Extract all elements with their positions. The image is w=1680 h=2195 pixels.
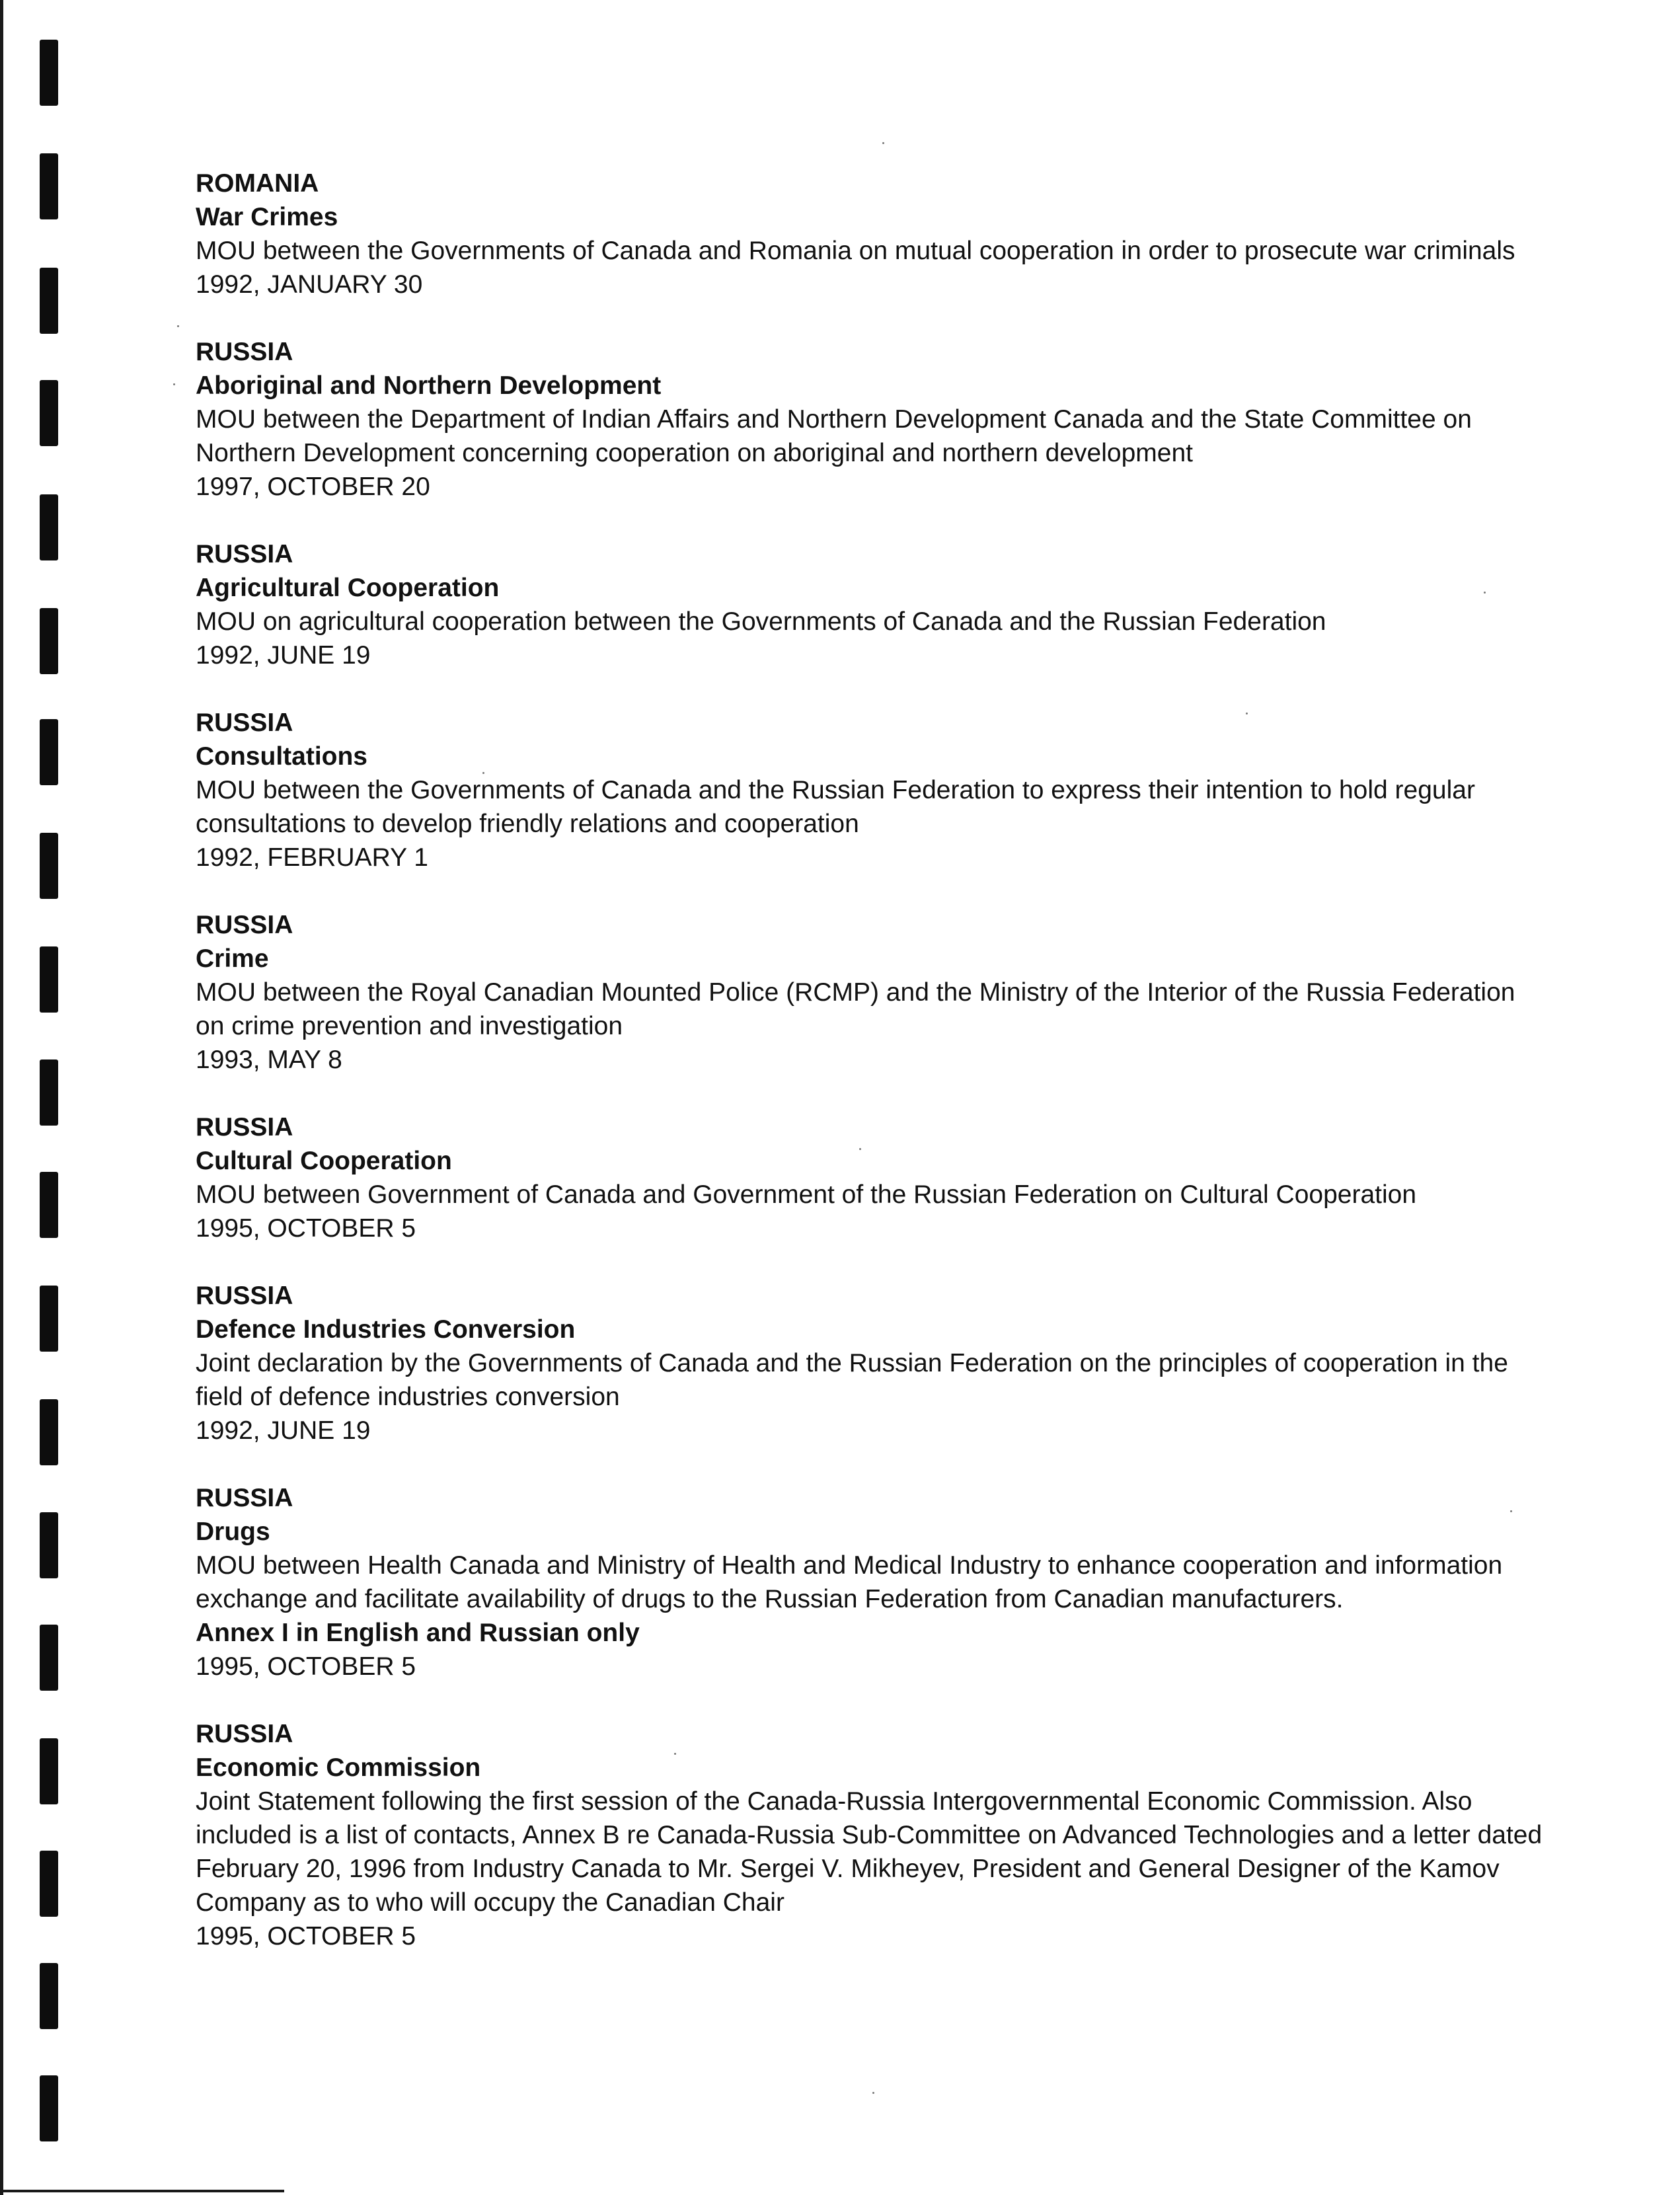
entry-description: MOU between the Governments of Canada and Romania on mutual cooperation in order to prosecute war criminals (196, 237, 1515, 265)
binder-mark (40, 719, 58, 785)
entry-date: 1993, MAY 8 (196, 1046, 342, 1074)
binder-mark (40, 268, 58, 334)
entry-description: Joint declaration by the Governments of Canada and the Russian Federation on the principles of cooperation in the field of defence industries conversion (196, 1349, 1508, 1411)
entry-subject: Economic Commission (196, 1753, 481, 1782)
binder-mark (40, 1963, 58, 2029)
scan-speck (173, 383, 175, 385)
entry-date: 1995, OCTOBER 5 (196, 1652, 416, 1681)
entry-russia-cultural (196, 1110, 1544, 1245)
entry-date: 1992, JUNE 19 (196, 1416, 371, 1445)
entry-description: MOU on agricultural cooperation between the Governments of Canada and the Russian Federation (196, 607, 1326, 636)
entry-russia-aboriginal (196, 335, 1544, 504)
entry-country: RUSSIA (196, 911, 293, 939)
entry-russia-drugs (196, 1481, 1544, 1683)
binder-mark (40, 833, 58, 899)
binder-mark (40, 1851, 58, 1917)
entry-subject: Cultural Cooperation (196, 1147, 452, 1175)
binder-mark (40, 1059, 58, 1126)
entry-subject: Crime (196, 944, 269, 973)
scan-speck (882, 142, 884, 144)
entry-description: MOU between Health Canada and Ministry of Health and Medical Industry to enhance cooperation and information exchange and facilitate availability of drugs to the Russian Federation from Canadian manufacturers. (196, 1551, 1503, 1613)
entry-date: 1995, OCTOBER 5 (196, 1922, 416, 1950)
entry-date: 1992, FEBRUARY 1 (196, 843, 428, 872)
entry-country: RUSSIA (196, 338, 293, 366)
entry-country: RUSSIA (196, 1720, 293, 1748)
entry-description: MOU between the Governments of Canada and the Russian Federation to express their intention to hold regular consultations to develop friendly relations and cooperation (196, 776, 1475, 838)
binder-mark (40, 380, 58, 446)
binder-mark (40, 608, 58, 674)
entry-description: MOU between Government of Canada and Government of the Russian Federation on Cultural Cooperation (196, 1180, 1417, 1209)
entry-russia-economic (196, 1717, 1544, 1953)
binder-mark (40, 1172, 58, 1238)
entry-description: Joint Statement following the first session of the Canada-Russia Intergovernmental Economic Commission. Also included is a list of contacts, Annex B re Canada-Russia Sub-Committee on Advanced Technologies and a letter dated February 20, 1996 from Industry Canada to Mr. Sergei V. Mikheyev, President and General Designer of the Kamov Company as to who will occupy the Canadian Chair (196, 1787, 1543, 1917)
entry-subject: Drugs (196, 1518, 270, 1546)
entry-date: 1992, JUNE 19 (196, 641, 371, 670)
entry-country: RUSSIA (196, 540, 293, 568)
binder-mark (40, 946, 58, 1013)
entry-russia-defence (196, 1279, 1544, 1447)
binder-mark (40, 494, 58, 560)
binder-mark (40, 1738, 58, 1804)
entry-description: MOU between the Royal Canadian Mounted Police (RCMP) and the Ministry of the Interior of the Russia Federation on crime prevention and investigation (196, 978, 1515, 1040)
entry-russia-agricultural (196, 537, 1544, 672)
binder-mark (40, 1286, 58, 1352)
scan-speck (872, 2092, 874, 2094)
entry-subject: Agricultural Cooperation (196, 574, 500, 602)
binder-mark (40, 1512, 58, 1578)
page-edge-bottom (0, 2190, 284, 2192)
entry-date: 1997, OCTOBER 20 (196, 473, 430, 501)
entry-country: ROMANIA (196, 169, 319, 198)
binder-mark (40, 40, 58, 106)
entry-subject: Consultations (196, 742, 367, 771)
binder-mark (40, 1625, 58, 1691)
entry-subject: Defence Industries Conversion (196, 1315, 576, 1344)
binder-mark (40, 1399, 58, 1465)
entry-description: MOU between the Department of Indian Affairs and Northern Development Canada and the State Committee on Northern Development concerning cooperation on aboriginal and northern development (196, 405, 1472, 467)
entry-subject: Aboriginal and Northern Development (196, 371, 662, 400)
entry-subject: War Crimes (196, 203, 338, 231)
page-edge-left (0, 0, 3, 2195)
entry-country: RUSSIA (196, 1282, 293, 1310)
binder-mark (40, 2075, 58, 2141)
entry-russia-crime (196, 908, 1544, 1077)
entry-country: RUSSIA (196, 709, 293, 737)
entry-russia-consultations (196, 706, 1544, 874)
document-body (196, 167, 1544, 1987)
entry-date: 1995, OCTOBER 5 (196, 1214, 416, 1243)
entry-date: 1992, JANUARY 30 (196, 270, 423, 299)
scan-speck (177, 325, 179, 327)
binder-mark (40, 153, 58, 219)
entry-country: RUSSIA (196, 1484, 293, 1512)
entry-romania-war-crimes (196, 167, 1544, 301)
entry-note: Annex I in English and Russian only (196, 1619, 640, 1647)
entry-country: RUSSIA (196, 1113, 293, 1141)
